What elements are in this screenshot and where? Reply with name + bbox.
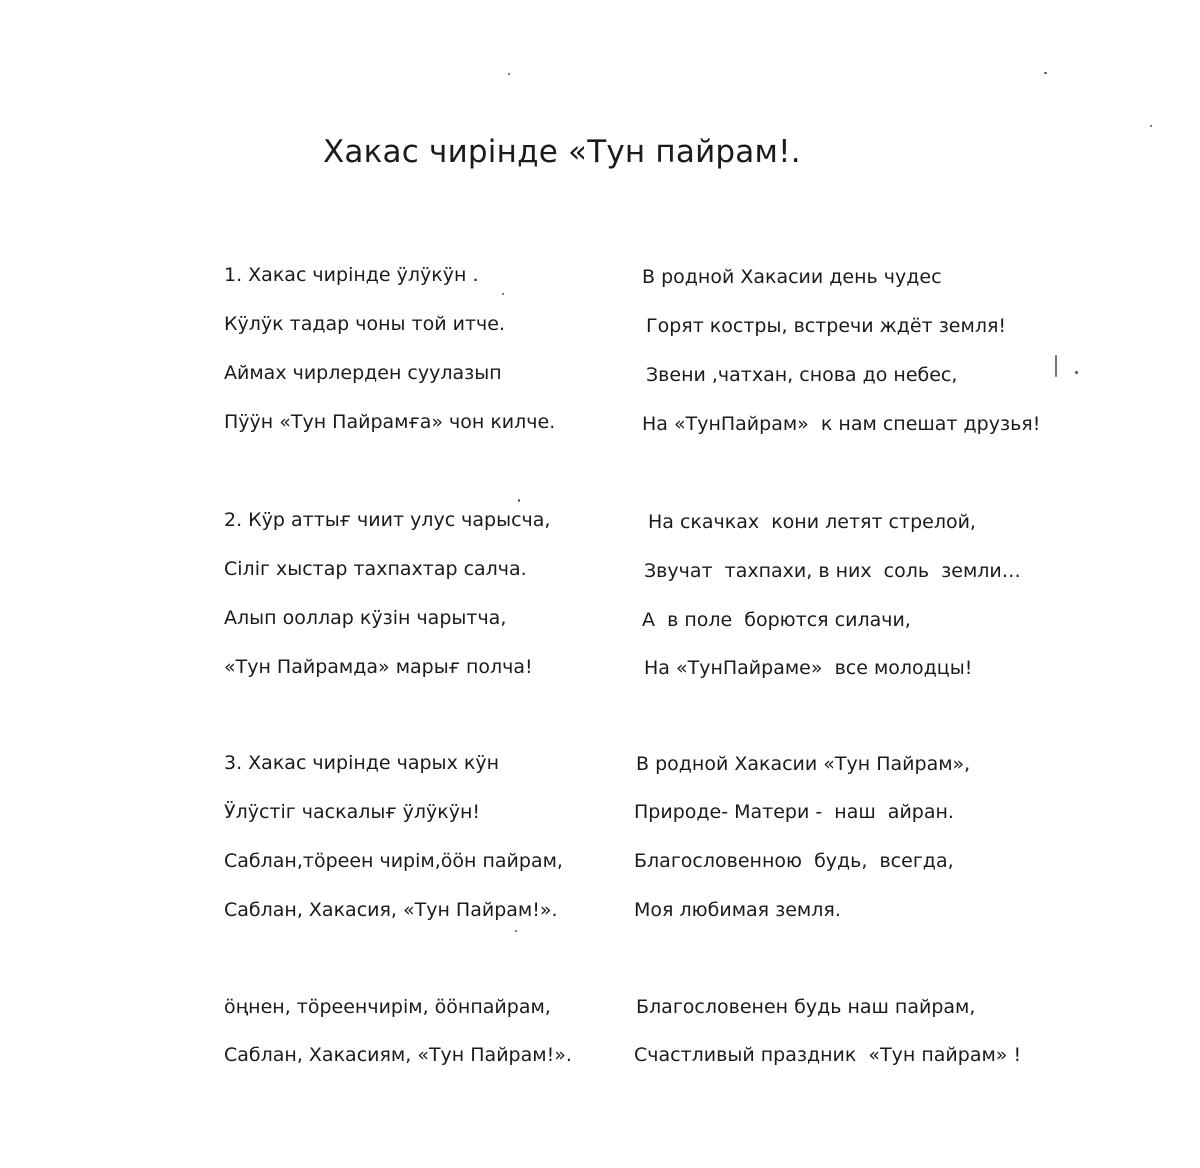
scan-speck <box>502 293 504 295</box>
scan-speck <box>1055 355 1057 377</box>
poem-line: 3. Хакас чирінде чарых кӱн <box>224 752 499 774</box>
poem-line: Благословенною будь, всегда, <box>634 850 954 872</box>
poem-line: Моя любимая земля. <box>634 899 841 921</box>
poem-line: Сіліг хыстар тахпахтар салча. <box>224 558 527 580</box>
poem-line: На скачках кони летят стрелой, <box>648 511 976 533</box>
poem-line: 2. Кӱр аттығ чиит улус чарысча, <box>224 509 551 531</box>
document-title: Хакас чирінде «Тун пайрам!. <box>323 134 801 170</box>
poem-line: Аймах чирлерден суулазып <box>224 362 502 384</box>
poem-line: Ӱлӱстіг часкалығ ӱлӱкӱн! <box>224 801 481 823</box>
scan-speck <box>515 930 517 932</box>
poem-line: Горят костры, встречи ждёт земля! <box>646 315 1007 337</box>
poem-line: 1. Хакас чирінде ӱлӱкӱн . <box>224 264 479 286</box>
poem-line: ӧңнен, тӧреенчирім, ӧӧнпайрам, <box>224 996 551 1018</box>
poem-line: «Тун Пайрамда» марығ полча! <box>224 656 533 678</box>
poem-line: Благословенен будь наш пайрам, <box>636 996 976 1018</box>
scan-speck <box>508 73 510 75</box>
poem-line: Счастливый праздник «Тун пайрам» ! <box>634 1044 1022 1066</box>
poem-line: Саблан, Хакасия, «Тун Пайрам!». <box>224 899 558 921</box>
scan-speck <box>1075 371 1078 374</box>
poem-line: Звучат тахпахи, в них соль земли… <box>644 560 1021 582</box>
poem-line: На «ТунПайраме» все молодцы! <box>644 657 973 679</box>
poem-line: Пӱӱн «Тун Пайрамға» чон килче. <box>224 411 556 433</box>
poem-line: Саблан,тӧреен чирім,ӧӧн пайрам, <box>224 850 563 872</box>
poem-line: Саблан, Хакасиям, «Тун Пайрам!». <box>224 1044 572 1066</box>
poem-line: На «ТунПайрам» к нам спешат друзья! <box>642 413 1041 435</box>
poem-line: Алып ооллар кӱзін чарытча, <box>224 607 507 629</box>
poem-line: Природе- Матери - наш айран. <box>634 801 954 823</box>
poem-line: А в поле борются силачи, <box>642 609 911 631</box>
poem-line: Звени ,чатхан, снова до небес, <box>646 364 958 386</box>
scan-speck <box>518 499 520 502</box>
poem-line: В родной Хакасии день чудес <box>642 266 942 288</box>
scan-speck <box>1044 72 1047 74</box>
poem-line: В родной Хакасии «Тун Пайрам», <box>636 753 971 775</box>
poem-line: Кӱлӱк тадар чоны той итче. <box>224 313 505 335</box>
scan-speck <box>1150 125 1152 127</box>
